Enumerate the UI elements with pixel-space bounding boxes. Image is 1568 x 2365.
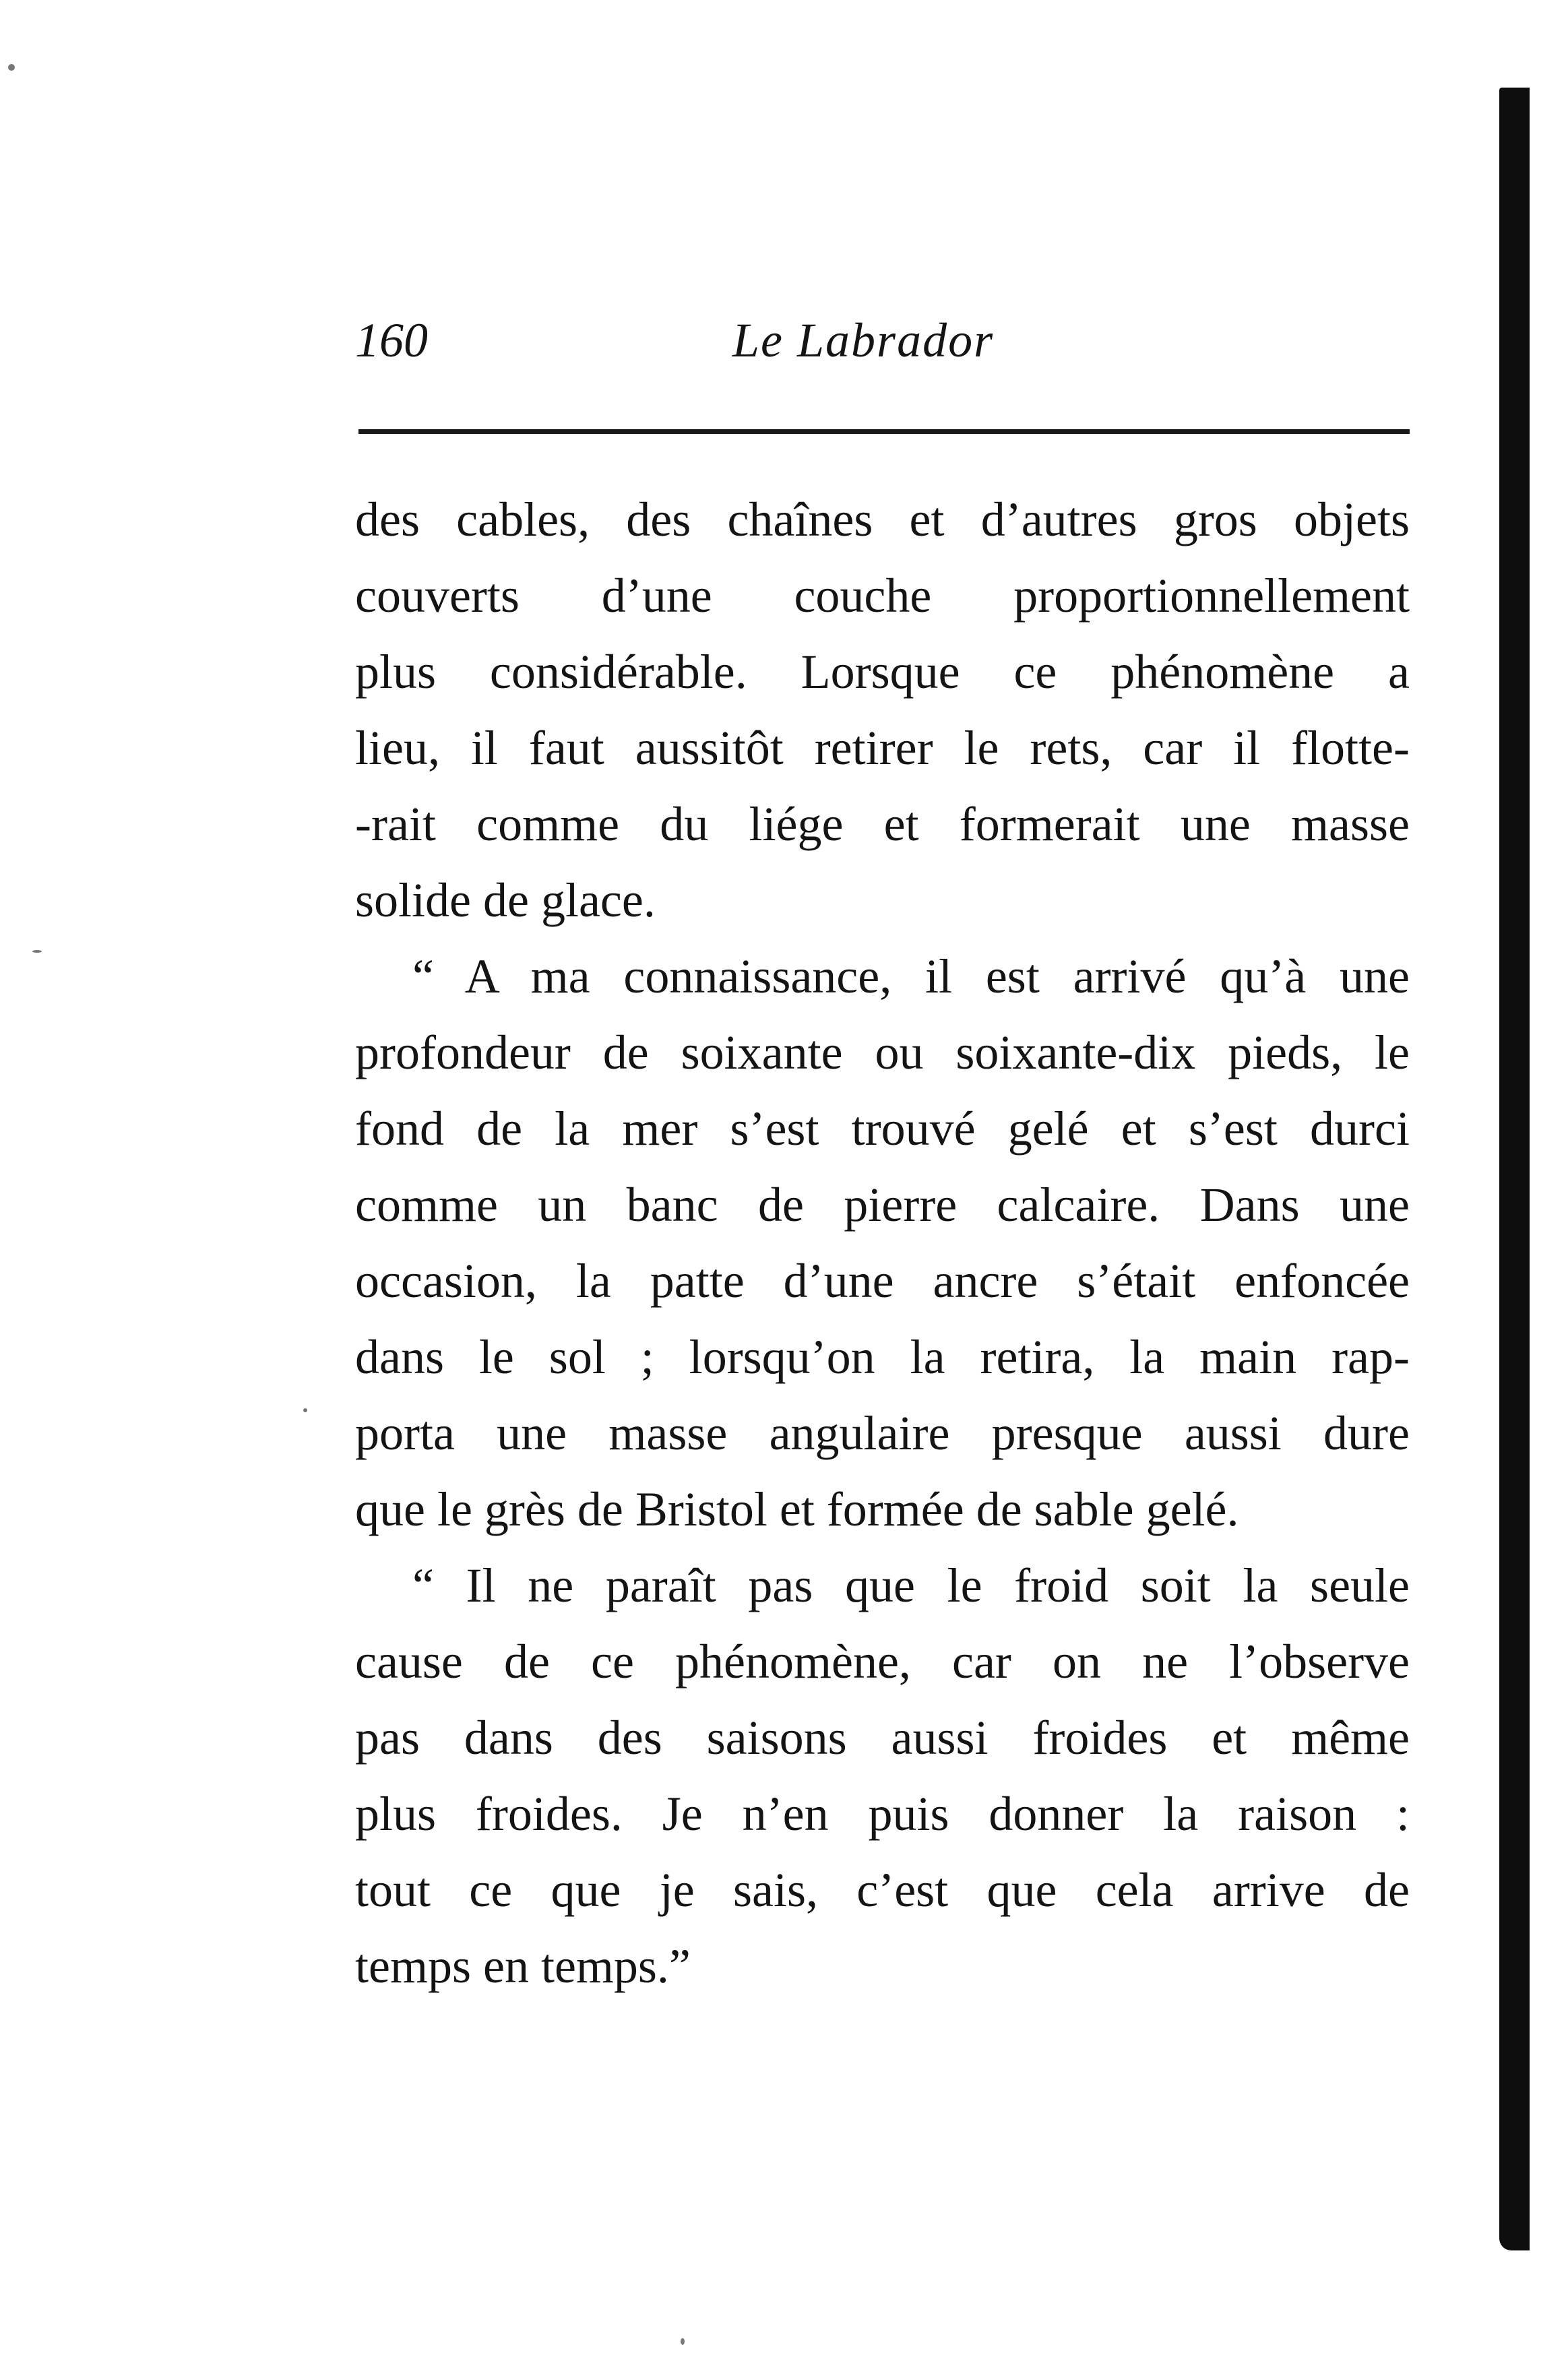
text-line: porta une masse angulaire presque aussi dure — [355, 1406, 1410, 1460]
text-line: tout ce que je sais, c’est que cela arrive de — [355, 1863, 1410, 1917]
text-line: lieu, il faut aussitôt retirer le rets, car il flotte- — [355, 721, 1410, 775]
text-line: pas dans des saisons aussi froides et même — [355, 1711, 1410, 1765]
running-head — [355, 303, 1406, 377]
text-line: -rait comme du liége et formerait une masse — [355, 797, 1410, 851]
text-line: temps en temps.” — [355, 1939, 691, 1993]
body-text — [355, 482, 1410, 2005]
text-line: “ A ma connaissance, il est arrivé qu’à une — [412, 949, 1410, 1003]
text-line: plus froides. Je n’en puis donner la raison : — [355, 1787, 1410, 1841]
scan-speck — [681, 2338, 685, 2345]
text-line: solide de glace. — [355, 873, 656, 927]
scan-speck — [32, 950, 42, 953]
binding-edge — [1499, 88, 1530, 2250]
text-line: profondeur de soixante ou soixante-dix pieds, le — [355, 1026, 1410, 1079]
text-line: couverts d’une couche proportionnellement — [355, 569, 1410, 623]
running-title: Le Labrador — [732, 313, 995, 367]
text-line: fond de la mer s’est trouvé gelé et s’est durci — [355, 1102, 1410, 1156]
text-line: “ Il ne paraît pas que le froid soit la seule — [412, 1558, 1410, 1612]
scan-speck — [303, 1408, 307, 1412]
text-line: dans le sol ; lorsqu’on la retira, la main rap- — [355, 1330, 1410, 1384]
text-line: plus considérable. Lorsque ce phénomène a — [355, 645, 1410, 699]
text-line: occasion, la patte d’une ancre s’était enfoncée — [355, 1254, 1410, 1308]
text-line: des cables, des chaînes et d’autres gros objets — [355, 493, 1410, 546]
scan-speck — [8, 64, 15, 71]
page-number: 160 — [355, 313, 428, 367]
text-line: comme un banc de pierre calcaire. Dans une — [355, 1178, 1410, 1232]
text-line: cause de ce phénomène, car on ne l’observe — [355, 1635, 1410, 1689]
header-rule — [358, 429, 1410, 434]
text-line: que le grès de Bristol et formée de sable gelé. — [355, 1482, 1239, 1536]
